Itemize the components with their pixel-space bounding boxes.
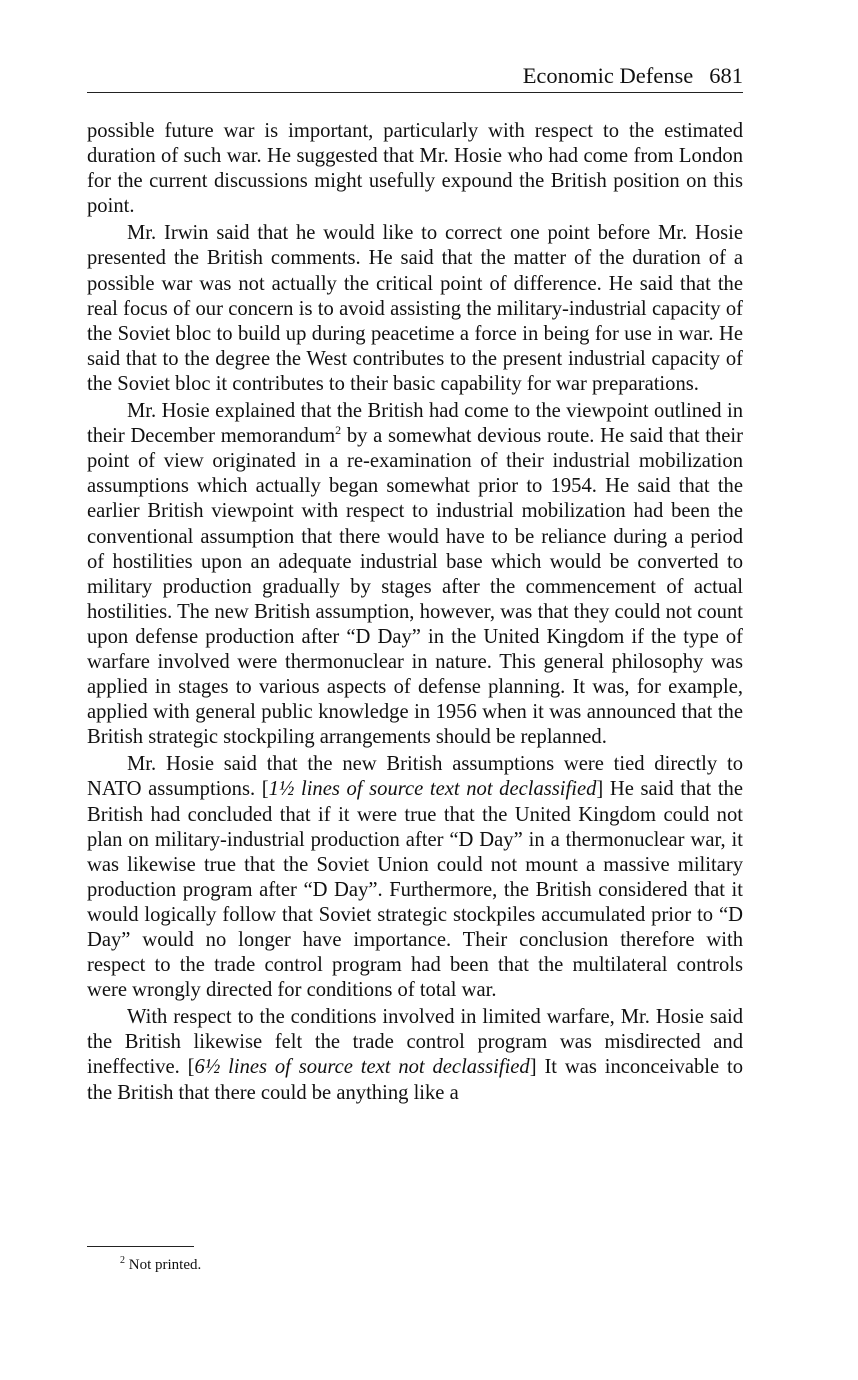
paragraph-text: Mr. Hosie said that the new British assumptions were tied directly to NATO assumptions. [	[87, 753, 743, 801]
paragraph-1	[87, 119, 743, 219]
declassification-note: 1½ lines of source text not declassified	[268, 778, 597, 801]
paragraph-5	[87, 1005, 743, 1105]
paragraph-text: With respect to the conditions involved in limited warfare, Mr. Hosie said the British likewise felt the trade control program was misdirected and ineffective. [	[87, 1006, 743, 1079]
footnote-marker: 2	[120, 1255, 125, 1266]
paragraph-3	[87, 399, 743, 750]
footnote-text: Not printed.	[125, 1257, 202, 1273]
footnote-divider	[87, 1246, 194, 1247]
declassification-note: 6½ lines of source text not declassified	[194, 1056, 530, 1079]
document-page	[87, 62, 743, 1106]
footnote	[120, 1255, 201, 1275]
paragraph-text: ] It was inconceivable to the British that there could be anything like a	[87, 1056, 743, 1104]
paragraph-text: possible future war is important, particularly with respect to the estimated duration of such war. He suggested that Mr. Hosie who had come from London for the current discussions might usefully expound the British position on this point.	[87, 120, 743, 218]
footnote-reference[interactable]: 2	[335, 423, 342, 438]
paragraph-4	[87, 752, 743, 1003]
running-title: Economic Defense	[522, 63, 694, 88]
paragraph-text: by a somewhat devious route. He said that their point of view originated in a re-examination of their industrial mobilization assumptions which actually began somewhat prior to 1954. He said that the earlier British viewpoint with respect to industrial mobilization had been the conventional assumption that there would have to be reliance during a period of hostilities upon an adequate industrial base which would be converted to military production gradually by stages after the commencement of actual hostilities. The new British assumption, however, was that they could not count upon defense production after “D Day” in the United Kingdom if the type of warfare involved were thermonuclear in nature. This general philosophy was applied in stages to various aspects of defense planning. It was, for example, applied with general public knowledge in 1956 when it was announced that the British strategic stockpiling arrangements should be replanned.	[87, 425, 744, 749]
body-text	[87, 119, 743, 1106]
paragraph-text: Mr. Hosie explained that the British had come to the viewpoint outlined in their December memorandum	[87, 400, 743, 448]
page-number: 681	[709, 63, 743, 88]
running-header	[87, 62, 743, 93]
paragraph-text: Mr. Irwin said that he would like to correct one point before Mr. Hosie presented the British comments. He said that the matter of the duration of a possible war was not actually the critical point of difference. He said that the real focus of our concern is to avoid assisting the military-industrial capacity of the Soviet bloc to build up during peacetime a force in being for use in war. He said that to the degree the West contributes to the present industrial capacity of the Soviet bloc it contributes to their basic capability for war preparations.	[87, 222, 743, 395]
paragraph-2	[87, 221, 743, 397]
paragraph-text: ] He said that the British had concluded that if it were true that the United Kingdom could not plan on military-industrial production after “D Day” in a thermonuclear war, it was likewise true that the Soviet Union could not mount a massive military production program after “D Day”. Furthermore, the British considered that it would logically follow that Soviet strategic stockpiles accumulated prior to “D Day” would no longer have importance. Their conclusion therefore with respect to the trade control program had been that the multilateral controls were wrongly directed for conditions of total war.	[87, 778, 743, 1002]
